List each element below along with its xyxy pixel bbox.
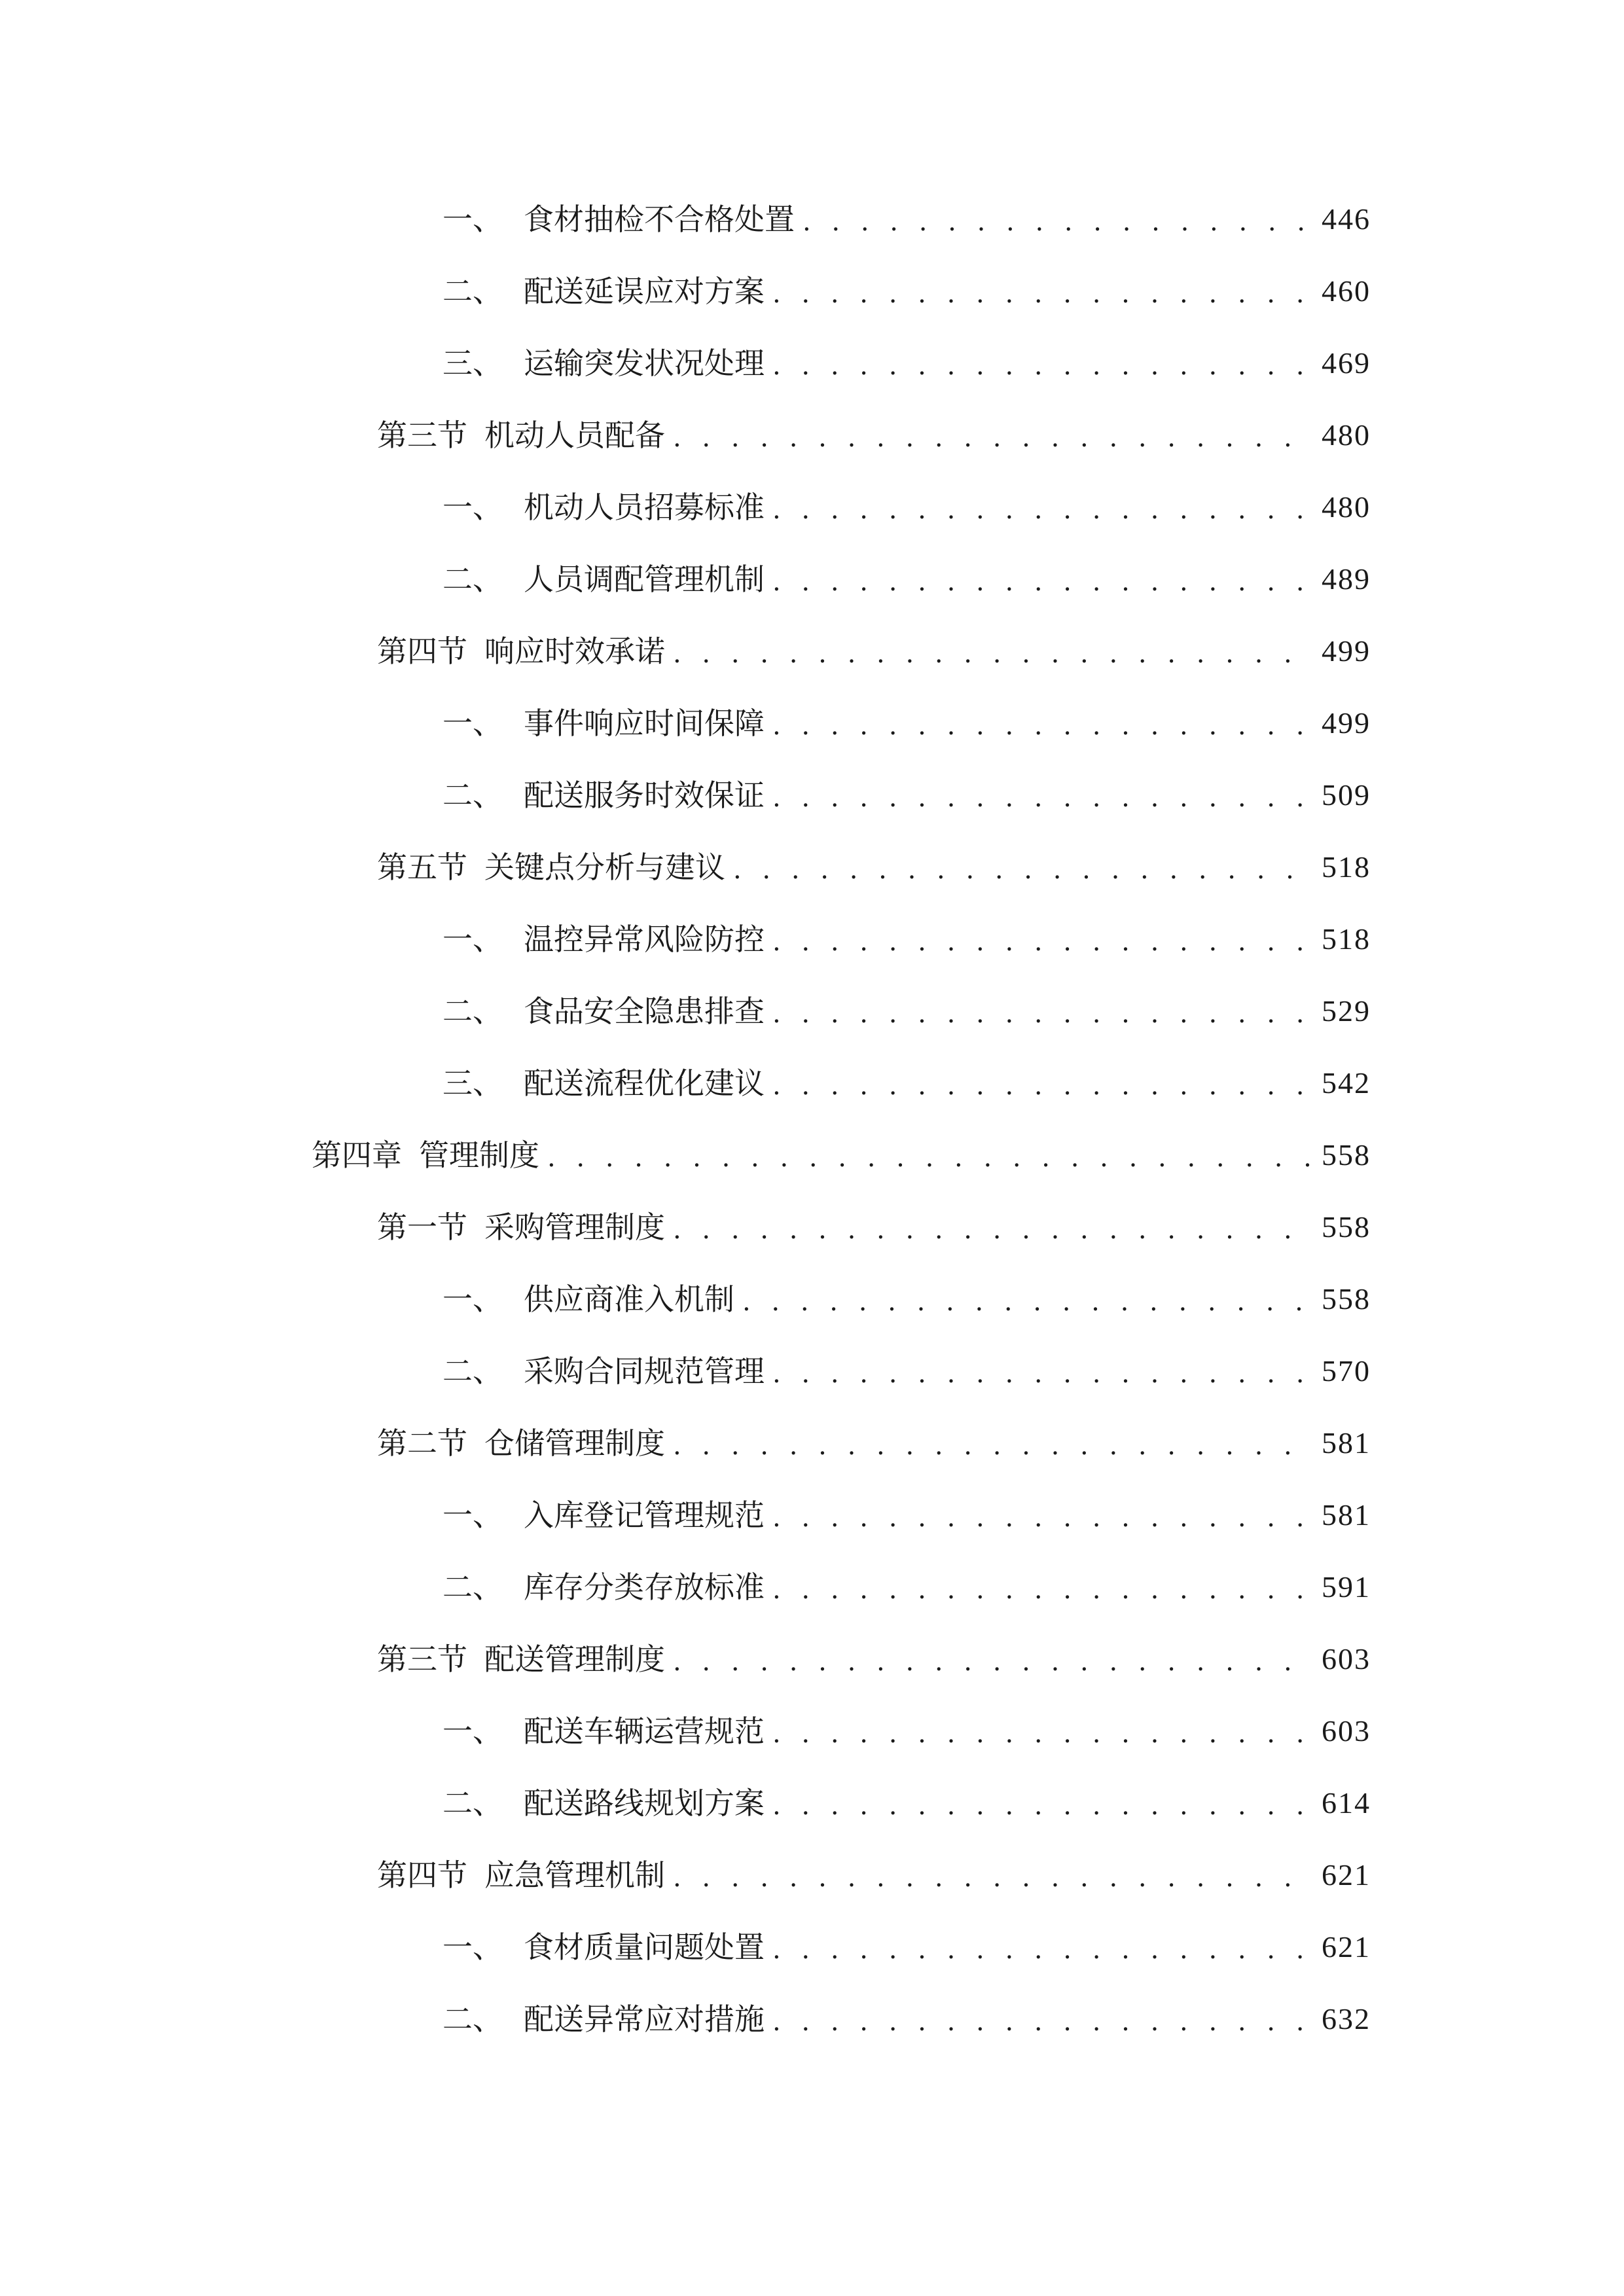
toc-entry-title: 配送流程优化建议	[524, 1066, 765, 1101]
toc-entry-number: 三、	[442, 346, 503, 381]
toc-entry-number: 三、	[442, 1066, 503, 1101]
toc-entry-number: 一、	[442, 706, 503, 741]
toc-dot-leader	[772, 1001, 1310, 1027]
toc-entry-number: 第四章	[312, 1138, 402, 1173]
toc-entry-level-3[interactable]	[0, 759, 1624, 831]
table-of-contents	[0, 183, 1624, 2055]
toc-entry-title: 供应商准入机制	[524, 1282, 734, 1317]
toc-entry-title: 配送服务时效保证	[524, 778, 765, 813]
toc-entry-page-number: 499	[1322, 706, 1371, 740]
toc-entry-level-3[interactable]	[0, 1767, 1624, 1839]
toc-entry-page-number: 480	[1322, 490, 1371, 524]
toc-entry-number: 一、	[442, 202, 503, 237]
toc-entry-title: 应急管理机制	[484, 1857, 665, 1893]
toc-entry-level-2[interactable]	[0, 831, 1624, 903]
toc-entry-page-number: 480	[1322, 418, 1371, 452]
toc-entry-title: 关键点分析与建议	[484, 850, 725, 885]
toc-entry-number: 第二节	[377, 1426, 467, 1461]
toc-entry-title: 人员调配管理机制	[524, 562, 765, 597]
toc-entry-page-number: 446	[1322, 202, 1371, 236]
toc-entry-page-number: 581	[1322, 1498, 1371, 1532]
toc-entry-title: 食材质量问题处置	[524, 1929, 765, 1965]
toc-entry-page-number: 460	[1322, 274, 1371, 308]
toc-entry-number: 第四节	[377, 634, 467, 669]
toc-entry-number: 二、	[442, 1785, 503, 1821]
toc-dot-leader	[772, 569, 1310, 595]
toc-entry-page-number: 558	[1322, 1282, 1371, 1316]
toc-dot-leader	[673, 1217, 1310, 1243]
toc-entry-title: 采购合同规范管理	[524, 1354, 765, 1389]
toc-entry-level-2[interactable]	[0, 1407, 1624, 1479]
toc-entry-number: 一、	[442, 1929, 503, 1965]
toc-entry-number: 一、	[442, 922, 503, 957]
toc-dot-leader	[772, 713, 1310, 739]
toc-entry-level-3[interactable]	[0, 1551, 1624, 1623]
toc-entry-level-2[interactable]	[0, 399, 1624, 471]
toc-entry-title: 温控异常风险防控	[524, 922, 765, 957]
toc-dot-leader	[772, 1721, 1310, 1747]
toc-dot-leader	[673, 641, 1310, 667]
toc-dot-leader	[772, 1505, 1310, 1531]
toc-dot-leader	[673, 1865, 1310, 1891]
toc-entry-page-number: 614	[1322, 1786, 1371, 1820]
toc-entry-page-number: 529	[1322, 994, 1371, 1028]
toc-entry-page-number: 591	[1322, 1570, 1371, 1604]
toc-entry-title: 机动人员招募标准	[524, 490, 765, 525]
toc-dot-leader	[673, 1649, 1310, 1675]
toc-entry-title: 配送异常应对措施	[524, 2001, 765, 2037]
toc-dot-leader	[772, 281, 1310, 307]
toc-dot-leader	[772, 1577, 1310, 1603]
toc-entry-level-3[interactable]	[0, 1479, 1624, 1551]
toc-entry-number: 第五节	[377, 850, 467, 885]
toc-dot-leader	[772, 2009, 1310, 2035]
toc-dot-leader	[772, 1073, 1310, 1099]
toc-entry-title: 配送车辆运营规范	[524, 1713, 765, 1749]
toc-dot-leader	[742, 1289, 1310, 1315]
toc-entry-page-number: 558	[1322, 1138, 1371, 1172]
toc-entry-level-3[interactable]	[0, 903, 1624, 975]
toc-entry-number: 一、	[442, 1498, 503, 1533]
toc-entry-number: 二、	[442, 778, 503, 813]
toc-entry-number: 一、	[442, 1282, 503, 1317]
toc-dot-leader	[673, 1433, 1310, 1459]
toc-entry-page-number: 542	[1322, 1066, 1371, 1100]
toc-entry-title: 食材抽检不合格处置	[524, 202, 795, 237]
toc-entry-number: 第三节	[377, 1641, 467, 1677]
toc-entry-title: 仓储管理制度	[484, 1426, 665, 1461]
toc-dot-leader	[772, 1937, 1310, 1963]
toc-entry-title: 采购管理制度	[484, 1210, 665, 1245]
toc-entry-page-number: 509	[1322, 778, 1371, 812]
toc-entry-title: 配送路线规划方案	[524, 1785, 765, 1821]
toc-entry-page-number: 581	[1322, 1426, 1371, 1460]
toc-dot-leader	[673, 425, 1310, 451]
toc-entry-number: 一、	[442, 490, 503, 525]
toc-entry-level-3[interactable]	[0, 1983, 1624, 2055]
toc-dot-leader	[772, 1793, 1310, 1819]
toc-entry-title: 机动人员配备	[484, 418, 665, 453]
toc-entry-level-3[interactable]	[0, 1263, 1624, 1335]
toc-entry-level-2[interactable]	[0, 615, 1624, 687]
toc-dot-leader	[772, 929, 1310, 955]
toc-dot-leader	[772, 353, 1310, 379]
toc-entry-title: 配送延误应对方案	[524, 274, 765, 309]
toc-entry-number: 第三节	[377, 418, 467, 453]
toc-entry-level-1[interactable]	[0, 1119, 1624, 1191]
toc-entry-level-3[interactable]	[0, 255, 1624, 327]
toc-entry-title: 食品安全隐患排查	[524, 994, 765, 1029]
toc-entry-page-number: 518	[1322, 922, 1371, 956]
toc-entry-level-3[interactable]	[0, 1335, 1624, 1407]
toc-entry-page-number: 499	[1322, 634, 1371, 668]
toc-entry-page-number: 518	[1322, 850, 1371, 884]
toc-entry-level-3[interactable]	[0, 543, 1624, 615]
toc-entry-level-3[interactable]	[0, 687, 1624, 759]
toc-entry-level-3[interactable]	[0, 183, 1624, 255]
toc-dot-leader	[733, 857, 1310, 883]
toc-dot-leader	[772, 497, 1310, 523]
toc-entry-number: 二、	[442, 1354, 503, 1389]
toc-entry-title: 管理制度	[419, 1138, 539, 1173]
toc-entry-level-2[interactable]	[0, 1839, 1624, 1911]
toc-entry-number: 一、	[442, 1713, 503, 1749]
toc-entry-title: 事件响应时间保障	[524, 706, 765, 741]
toc-entry-page-number: 621	[1322, 1930, 1371, 1964]
toc-dot-leader	[772, 1361, 1310, 1387]
toc-entry-number: 二、	[442, 562, 503, 597]
toc-entry-page-number: 603	[1322, 1714, 1371, 1748]
toc-entry-level-3[interactable]	[0, 1047, 1624, 1119]
toc-entry-page-number: 632	[1322, 2002, 1371, 2036]
toc-dot-leader	[772, 785, 1310, 811]
toc-entry-number: 二、	[442, 1570, 503, 1605]
toc-entry-page-number: 469	[1322, 346, 1371, 380]
toc-entry-number: 二、	[442, 994, 503, 1029]
toc-dot-leader	[803, 209, 1310, 235]
toc-entry-level-3[interactable]	[0, 471, 1624, 543]
toc-entry-level-2[interactable]	[0, 1191, 1624, 1263]
toc-entry-level-3[interactable]	[0, 1695, 1624, 1767]
toc-entry-title: 响应时效承诺	[484, 634, 665, 669]
toc-entry-level-3[interactable]	[0, 975, 1624, 1047]
toc-entry-number: 二、	[442, 2001, 503, 2037]
toc-entry-level-3[interactable]	[0, 1911, 1624, 1983]
toc-entry-number: 第一节	[377, 1210, 467, 1245]
toc-entry-page-number: 558	[1322, 1210, 1371, 1244]
toc-entry-title: 配送管理制度	[484, 1641, 665, 1677]
toc-dot-leader	[547, 1145, 1310, 1171]
toc-entry-page-number: 489	[1322, 562, 1371, 596]
toc-entry-title: 库存分类存放标准	[524, 1570, 765, 1605]
toc-entry-number: 二、	[442, 274, 503, 309]
toc-entry-title: 入库登记管理规范	[524, 1498, 765, 1533]
toc-entry-level-3[interactable]	[0, 327, 1624, 399]
toc-entry-page-number: 603	[1322, 1642, 1371, 1676]
toc-entry-level-2[interactable]	[0, 1623, 1624, 1695]
toc-entry-page-number: 621	[1322, 1858, 1371, 1892]
toc-entry-number: 第四节	[377, 1857, 467, 1893]
toc-entry-title: 运输突发状况处理	[524, 346, 765, 381]
toc-entry-page-number: 570	[1322, 1354, 1371, 1388]
